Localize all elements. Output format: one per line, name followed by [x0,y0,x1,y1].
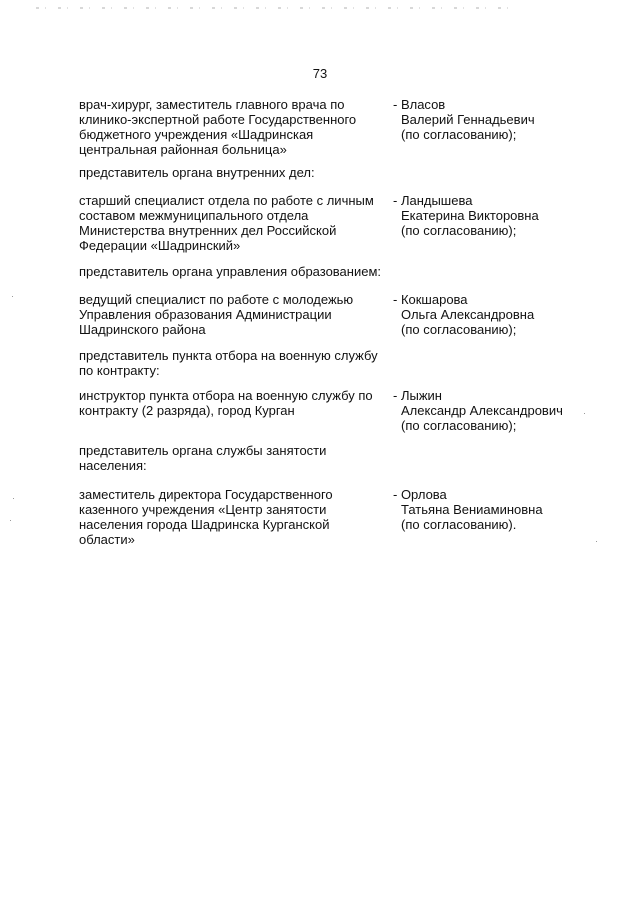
role-line: составом межмуниципального отдела [79,208,309,223]
role-line: Министерства внутренних дел Российской [79,223,337,238]
entry-role-landysheva [79,193,375,253]
person-name: Татьяна Вениаминовна [401,502,543,517]
scan-speck [13,498,14,499]
heading-line: представитель органа службы занятости [79,443,327,458]
scan-speck [596,541,597,542]
section-heading-education [79,264,399,279]
role-line: Управления образования Администрации [79,307,332,322]
role-line: ведущий специалист по работе с молодежью [79,292,354,307]
person-surname: - Кокшарова [393,292,468,307]
page-number: 73 [312,66,328,81]
scan-speck [584,413,585,414]
role-line: заместитель директора Государственного [79,487,333,502]
entry-person-landysheva [393,193,583,238]
role-line: области» [79,532,135,547]
entry-role-koksharova [79,292,375,337]
role-line: центральная районная больница» [79,142,287,157]
heading-line: представитель пункта отбора на военную службу [79,348,378,363]
person-note: (по согласованию). [401,517,517,532]
scan-speck [10,520,11,521]
role-line: Шадринского района [79,322,206,337]
scan-top-noise [36,7,516,9]
section-heading-military-recruitment [79,348,399,378]
role-line: инструктор пункта отбора на военную службу по [79,388,373,403]
entry-person-orlova [393,487,583,532]
person-surname: - Лыжин [393,388,442,403]
heading-line: населения: [79,458,147,473]
section-heading-internal-affairs [79,165,399,180]
heading-line: по контракту: [79,363,160,378]
role-line: клинико-экспертной работе Государственного [79,112,357,127]
person-name: Екатерина Викторовна [401,208,539,223]
role-line: врач-хирург, заместитель главного врача по [79,97,345,112]
person-note: (по согласованию); [401,127,517,142]
role-line: населения города Шадринска Курганской [79,517,330,532]
scan-speck [12,296,13,297]
person-surname: - Ландышева [393,193,473,208]
entry-role-orlova [79,487,375,547]
person-name: Валерий Геннадьевич [401,112,535,127]
person-surname: - Орлова [393,487,447,502]
person-name: Ольга Александровна [401,307,535,322]
role-line: бюджетного учреждения «Шадринская [79,127,314,142]
entry-person-koksharova [393,292,583,337]
entry-person-lyzhin [393,388,583,433]
heading-line: представитель органа управления образованием: [79,264,382,279]
person-note: (по согласованию); [401,418,517,433]
person-surname: - Власов [393,97,446,112]
role-line: контракту (2 разряда), город Курган [79,403,295,418]
role-line: Федерации «Шадринский» [79,238,241,253]
person-note: (по согласованию); [401,223,517,238]
entry-role-vlasov [79,97,375,157]
role-line: старший специалист отдела по работе с личным [79,193,374,208]
section-heading-employment [79,443,399,473]
entry-person-vlasov [393,97,583,142]
heading-line: представитель органа внутренних дел: [79,165,315,180]
person-note: (по согласованию); [401,322,517,337]
role-line: казенного учреждения «Центр занятости [79,502,327,517]
person-name: Александр Александрович [401,403,563,418]
entry-role-lyzhin [79,388,375,418]
